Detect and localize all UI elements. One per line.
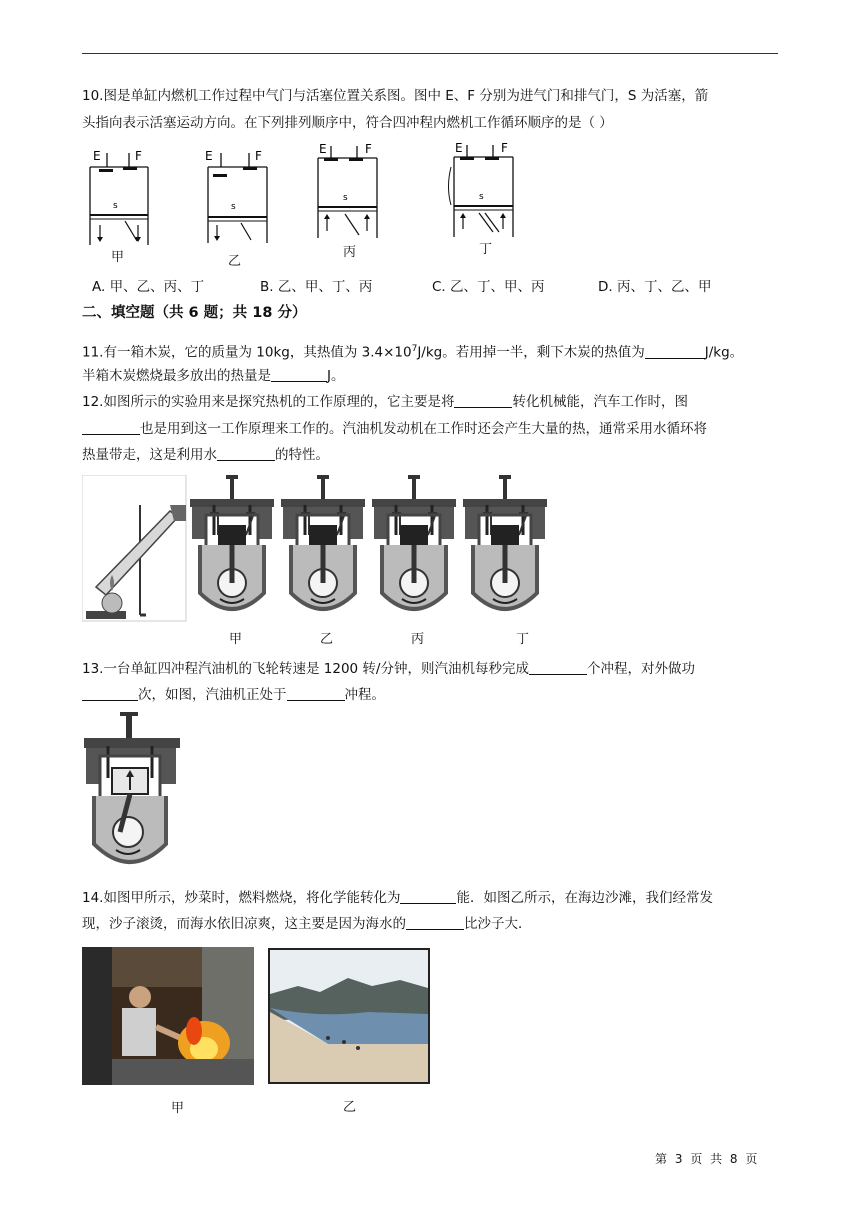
q14-caption-yi: 乙 [343,1100,357,1115]
q13-line1 [82,659,695,679]
q14-line2 [82,914,532,934]
q11-line2 [82,366,344,386]
q10-option-b[interactable]: B. 乙、甲、丁、丙 [260,279,373,295]
q12-caption-yi: 乙 [320,632,334,647]
q12-line2 [82,419,707,439]
q11-text-e: J。 [327,368,345,384]
q14-blank-2[interactable] [406,915,464,930]
q13-line2 [82,685,385,705]
label-e: E [319,142,327,156]
label-s: s [343,193,348,203]
q10-option-a[interactable]: A. 甲、乙、丙、丁 [92,279,205,295]
header-rule [82,53,778,54]
q14-beach-photo [268,948,430,1084]
label-f: F [255,149,262,163]
q12-blank-2[interactable] [82,420,140,435]
q14-text-b: 能．如图乙所示，在海边沙滩，我们经常发 [456,890,713,906]
q14-text-a: 14.如图甲所示，炒菜时，燃料燃烧，将化学能转化为 [82,890,401,906]
q11-text-a: 11.有一箱木炭，它的质量为 10kg，其热值为 3.4×10 [82,344,412,361]
q11-line1 [82,339,743,363]
q13-blank-3[interactable] [287,686,345,701]
q13-text-d: 冲程。 [344,687,385,703]
q13-text-c: 次，如图，汽油机正处于 [138,687,287,703]
q12-text-d: 热量带走，这是利用水 [82,447,217,463]
q10-caption-ding: 丁 [479,242,493,257]
q11-exponent: 7 [411,344,418,354]
page-footer: 第 3 页 共 8 页 [655,1152,760,1166]
q13-text-a: 13.一台单缸四冲程汽油机的飞轮转速是 1200 转/分钟，则汽油机每秒完成 [82,661,529,677]
label-s: s [479,192,484,202]
q13-engine-figure [82,712,182,877]
q10-option-d[interactable]: D. 丙、丁、乙、甲 [598,279,712,295]
q12-caption-bing: 丙 [411,632,425,647]
label-e: E [205,149,213,163]
q12-text-c: 也是用到这一工作原理来工作的。汽油机发动机在工作时还会产生大量的热，通常采用水循环将 [140,421,707,437]
q13-text-b: 个冲程，对外做功 [586,661,695,677]
q12-figure [82,475,552,623]
q12-line3 [82,445,329,465]
q14-blank-1[interactable] [400,889,456,904]
q12-text-b: 转化机械能，汽车工作时，图 [512,394,688,410]
label-s: s [231,202,236,212]
label-e: E [93,149,101,163]
q11-blank-2[interactable] [271,367,327,382]
section-heading: 二、填空题（共 6 题；共 18 分） [82,305,307,321]
q14-cooking-photo [82,947,254,1085]
label-f: F [135,149,142,163]
label-f: F [365,142,372,156]
q14-line1 [82,888,713,908]
q14-caption-jia: 甲 [171,1101,185,1116]
label-f: F [501,141,508,155]
q12-text-e: 的特性。 [275,447,329,463]
q13-blank-2[interactable] [82,686,138,701]
q11-text-c: J/kg。 [704,344,744,361]
q10-option-c[interactable]: C. 乙、丁、甲、丙 [432,279,545,295]
label-s: s [113,201,118,211]
q12-blank-3[interactable] [217,446,275,461]
q14-text-c: 现，沙子滚烫，而海水依旧凉爽，这主要是因为海水的 [82,916,406,932]
q10-caption-jia: 甲 [111,250,125,265]
q12-blank-1[interactable] [454,393,512,408]
q12-caption-ding: 丁 [516,632,530,647]
q12-caption-jia: 甲 [229,632,243,647]
q10-text-line1: 10.图是单缸内燃机工作过程中气门与活塞位置关系图。图中 E、F 分别为进气门和排气门，S 为活塞，箭 [82,88,709,104]
q10-caption-yi: 乙 [228,254,242,269]
q14-text-d: 比沙子大． [464,916,532,932]
q11-text-b: J/kg。若用掉一半，剩下木炭的热值为 [417,344,645,361]
q13-blank-1[interactable] [529,660,587,675]
q12-line1 [82,392,688,412]
q10-text-line2: 头指向表示活塞运动方向。在下列排列顺序中，符合四冲程内燃机工作循环顺序的是（ ） [82,115,613,131]
q12-text-a: 12.如图所示的实验用来是探究热机的工作原理的，它主要是将 [82,394,455,410]
label-e: E [455,141,463,155]
q11-text-d: 半箱木炭燃烧最多放出的热量是 [82,368,271,384]
q10-caption-bing: 丙 [343,245,357,260]
q11-blank-1[interactable] [645,344,705,359]
